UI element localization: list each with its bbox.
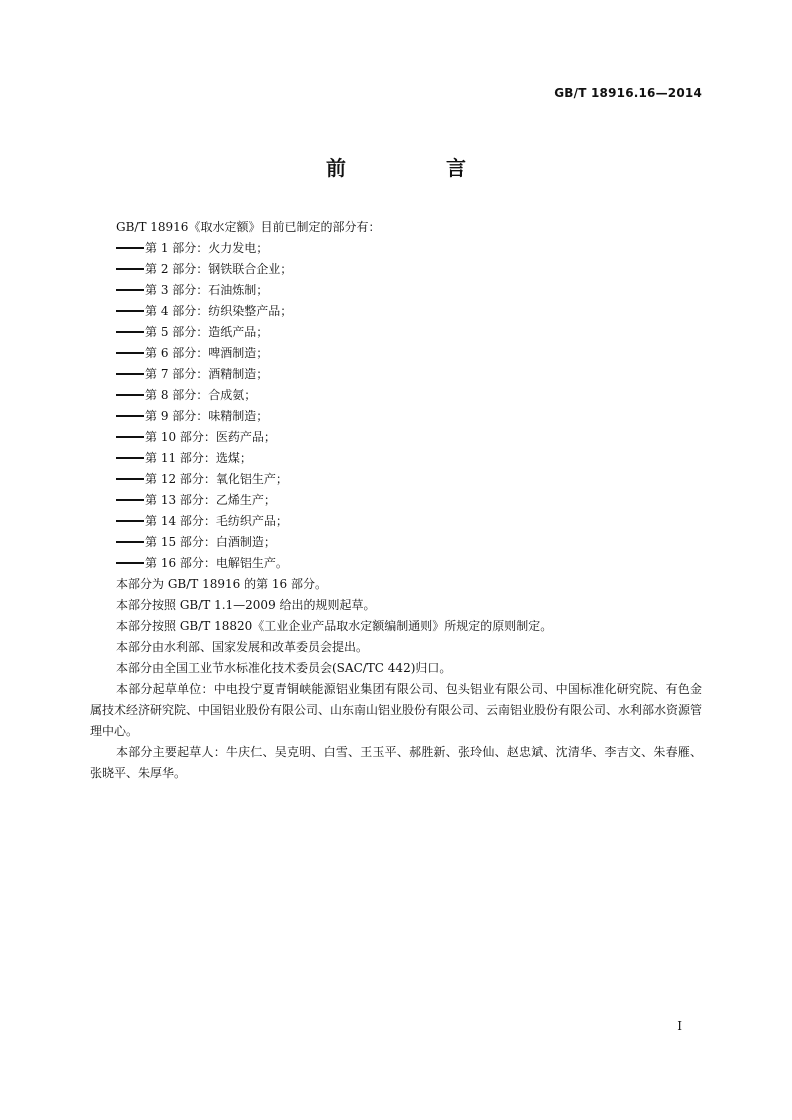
- page-title: 前 言: [326, 156, 506, 180]
- paragraph-centralized-unit: 本部分由全国工业节水标准化技术委员会(SAC/TC 442)归口。: [116, 661, 452, 675]
- dash-icon: [116, 562, 144, 564]
- dash-icon: [116, 394, 144, 396]
- list-item: 第 1 部分：火力发电；: [90, 238, 702, 259]
- standard-code: GB/T 18916.16—2014: [554, 86, 702, 100]
- dash-icon: [116, 457, 144, 459]
- page-number: I: [677, 1019, 682, 1033]
- dash-icon: [116, 520, 144, 522]
- paragraph-drafting-units: 本部分起草单位：中电投宁夏青铜峡能源铝业集团有限公司、包头铝业有限公司、中国标准化研究院、有色金属技术经济研究院、中国铝业股份有限公司、山东南山铝业股份有限公司、云南铝业股份有限公司、水利部水资源管理中心。: [90, 682, 703, 738]
- dash-icon: [116, 289, 144, 291]
- dash-icon: [116, 415, 144, 417]
- list-item: 第 11 部分：选煤；: [90, 448, 702, 469]
- paragraph-principles: 本部分按照 GB/T 18820《工业企业产品取水定额编制通则》所规定的原则制定。: [116, 619, 553, 633]
- list-item: 第 2 部分：钢铁联合企业；: [90, 259, 702, 280]
- list-item: 第 14 部分：毛纺织产品；: [90, 511, 702, 532]
- list-item: 第 12 部分：氧化铝生产；: [90, 469, 702, 490]
- intro-line: GB/T 18916《取水定额》目前已制定的部分有：: [116, 220, 381, 234]
- dash-icon: [116, 541, 144, 543]
- list-item: 第 10 部分：医药产品；: [90, 427, 702, 448]
- paragraph-proposer: 本部分由水利部、国家发展和改革委员会提出。: [116, 640, 369, 654]
- list-item: 第 15 部分：白酒制造；: [90, 532, 702, 553]
- list-item: 第 4 部分：纺织染整产品；: [90, 301, 702, 322]
- dash-icon: [116, 478, 144, 480]
- list-item: 第 8 部分：合成氨；: [90, 385, 702, 406]
- list-item: 第 7 部分：酒精制造；: [90, 364, 702, 385]
- dash-icon: [116, 499, 144, 501]
- dash-icon: [116, 310, 144, 312]
- dash-icon: [116, 373, 144, 375]
- dash-icon: [116, 436, 144, 438]
- parts-list: [90, 238, 702, 574]
- list-item: 第 9 部分：味精制造；: [90, 406, 702, 427]
- dash-icon: [116, 268, 144, 270]
- paragraph-drafters: 本部分主要起草人：牛庆仁、吴克明、白雪、王玉平、郝胜新、张玲仙、赵忠斌、沈清华、李吉文、朱春雁、张晓平、朱厚华。: [90, 745, 702, 780]
- dash-icon: [116, 331, 144, 333]
- paragraph-drafting-rules: 本部分按照 GB/T 1.1—2009 给出的规则起草。: [116, 598, 376, 612]
- dash-icon: [116, 352, 144, 354]
- list-item: 第 16 部分：电解铝生产。: [90, 553, 702, 574]
- list-item: 第 5 部分：造纸产品；: [90, 322, 702, 343]
- dash-icon: [116, 247, 144, 249]
- list-item: 第 3 部分：石油炼制；: [90, 280, 702, 301]
- paragraph-part-of-standard: 本部分为 GB/T 18916 的第 16 部分。: [116, 577, 327, 591]
- list-item: 第 6 部分：啤酒制造；: [90, 343, 702, 364]
- document-body: [90, 217, 702, 784]
- list-item: 第 13 部分：乙烯生产；: [90, 490, 702, 511]
